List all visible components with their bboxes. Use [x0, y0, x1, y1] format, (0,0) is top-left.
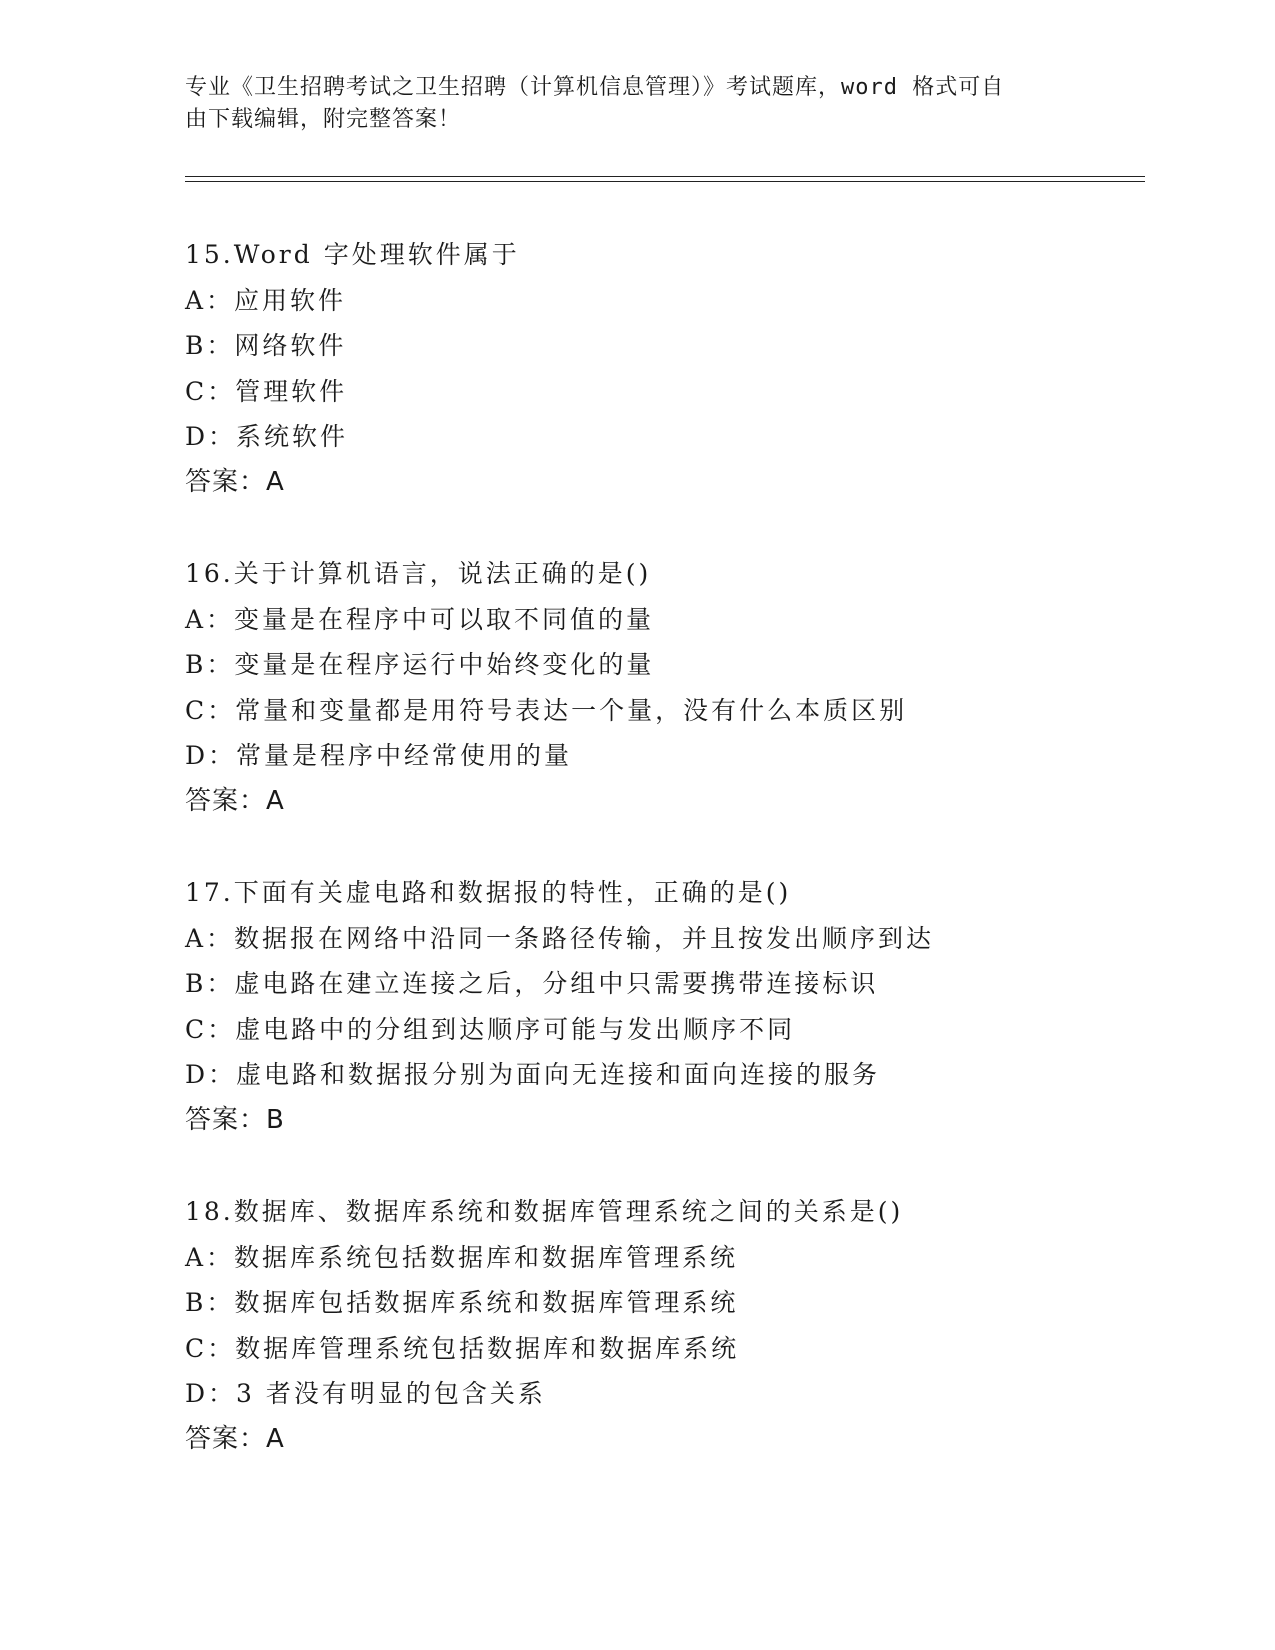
- option-a: A：数据库系统包括数据库和数据库管理系统: [185, 1242, 739, 1272]
- question-15: [185, 232, 1145, 505]
- header-line-1: 专业《卫生招聘考试之卫生招聘（计算机信息管理）》考试题库，word 格式可自: [185, 75, 1005, 100]
- question-stem: 18.数据库、数据库系统和数据库管理系统之间的关系是(): [185, 1197, 904, 1226]
- option-a: A：变量是在程序中可以取不同值的量: [185, 604, 655, 634]
- question-18: [185, 1189, 1145, 1462]
- header-divider-top: [185, 176, 1145, 177]
- option-c: C：常量和变量都是用符号表达一个量，没有什么本质区别: [185, 695, 908, 725]
- answer-line: 答案：A: [185, 466, 285, 497]
- option-d: D：系统软件: [185, 422, 349, 451]
- document-header: [185, 72, 1085, 136]
- option-b: B：网络软件: [185, 331, 347, 360]
- option-b: B：变量是在程序运行中始终变化的量: [185, 650, 655, 679]
- option-b: B：数据库包括数据库系统和数据库管理系统: [185, 1288, 739, 1317]
- header-line-2: 由下载编辑，附完整答案！: [185, 107, 462, 132]
- option-d: D：3 者没有明显的包含关系: [185, 1379, 546, 1408]
- answer-line: 答案：A: [185, 785, 285, 816]
- question-17: [185, 870, 1145, 1143]
- option-c: C：管理软件: [185, 376, 348, 406]
- question-stem: 15.Word 字处理软件属于: [185, 240, 520, 269]
- header-divider-bottom: [185, 181, 1145, 182]
- option-b: B：虚电路在建立连接之后，分组中只需要携带连接标识: [185, 969, 879, 998]
- option-d: D：常量是程序中经常使用的量: [185, 741, 573, 770]
- option-c: C：虚电路中的分组到达顺序可能与发出顺序不同: [185, 1014, 796, 1044]
- option-a: A：数据报在网络中沿同一条路径传输，并且按发出顺序到达: [185, 923, 935, 953]
- question-stem: 16.关于计算机语言，说法正确的是(): [185, 559, 652, 588]
- option-c: C：数据库管理系统包括数据库和数据库系统: [185, 1333, 740, 1363]
- option-a: A：应用软件: [185, 285, 347, 315]
- answer-line: 答案：B: [185, 1104, 285, 1135]
- answer-line: 答案：A: [185, 1423, 285, 1454]
- question-16: [185, 551, 1145, 824]
- question-stem: 17.下面有关虚电路和数据报的特性，正确的是(): [185, 878, 792, 907]
- option-d: D：虚电路和数据报分别为面向无连接和面向连接的服务: [185, 1060, 881, 1089]
